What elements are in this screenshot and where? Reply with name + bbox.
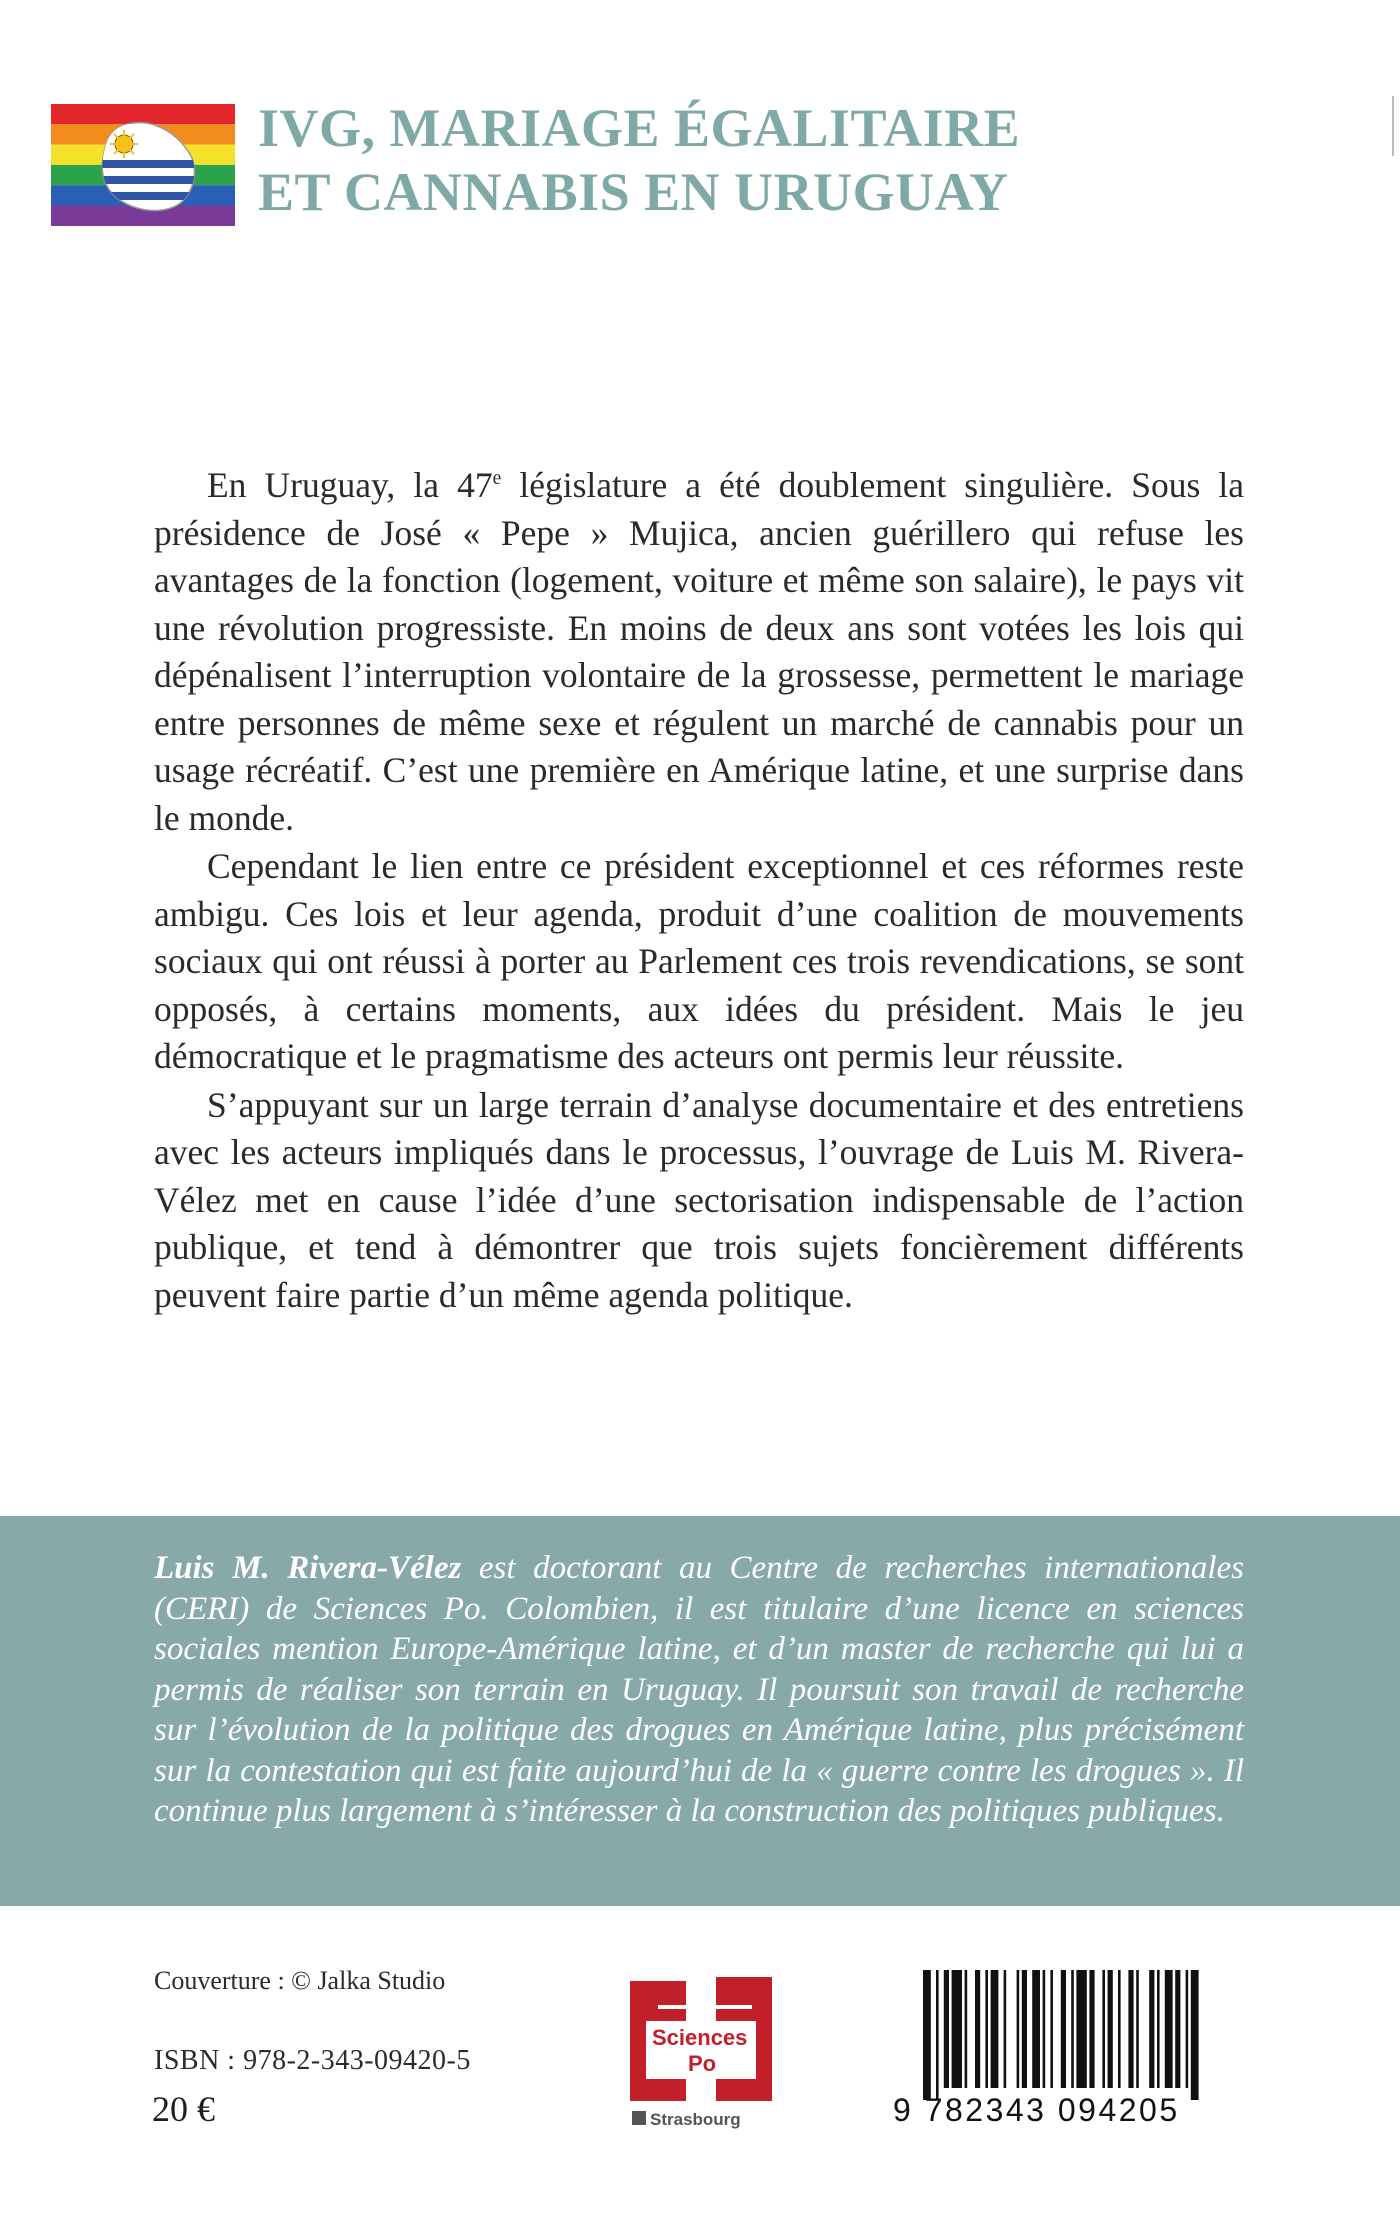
logo-line-2: Po (688, 2051, 717, 2076)
barcode-bar (1050, 1970, 1053, 2088)
barcode-bar (1108, 1970, 1113, 2088)
barcode-bar (1032, 1970, 1040, 2088)
edge-mark (1392, 96, 1394, 156)
rainbow-uruguay-flag-logo (51, 104, 235, 226)
title-line-2: ET CANNABIS EN URUGUAY (258, 162, 1009, 222)
barcode-bar (1165, 1970, 1173, 2088)
back-cover-blurb (154, 462, 1244, 1320)
barcode-bar (1076, 1970, 1086, 2088)
author-bio-text: est doctorant au Centre de recherches internationales (CERI) de Sciences Po. Colombien, il est titulaire d’une licence en sciences sociales mention Europe-Amérique latine, et d’un master de recherche qui lui a permis de réaliser son terrain en Uruguay. Il poursuit son travail de recherche sur l’évolution de la politique des drogues en Amérique latine, plus précisément sur la contestation qui est faite aujourd’hui de la « guerre contre les drogues ». Il continue plus largement à s’intéresser à la construction des politiques publiques. (154, 1550, 1244, 1829)
blurb-p1-start: En Uruguay, la 47 (207, 465, 493, 505)
sciences-po-strasbourg-logo (628, 1975, 774, 2130)
logo-city: Strasbourg (650, 2110, 741, 2129)
barcode-bar (1149, 1970, 1154, 2088)
barcode-digits: 9 782343 094205 (893, 2092, 1180, 2128)
barcode-bar (975, 1970, 980, 2088)
cover-credit: Couverture : © Jalka Studio (154, 1966, 446, 1995)
barcode-bar (991, 1970, 999, 2088)
blurb-paragraph-3: S’appuyant sur un large terrain d’analyse documentaire et des entretiens avec les acteurs impliqués dans le processus, l’ouvrage de Luis M. Rivera-Vélez met en cause l’idée d’une sectorisation indispensable de l’action publique, et tend à démontrer que trois sujets foncièrement différents peuvent faire partie d’un même agenda politique. (154, 1084, 1244, 1315)
author-bio (154, 1548, 1244, 1832)
barcode-bar (1004, 1970, 1007, 2088)
title-line-1: IVG, MARIAGE ÉGALITAIRE (258, 98, 1021, 158)
barcode-bar (1157, 1970, 1160, 2088)
barcode-bar (1022, 1970, 1027, 2088)
barcode-bar (944, 1970, 949, 2088)
blurb-p1-rest: législature a été doublement singulière. Sous la présidence de José « Pepe » Mujica, ancien guérillero qui refuse les avantages de la fonction (logement, voiture et même son salaire), le pays vit une révolution progressiste. En moins de deux ans sont votées les lois qui dépénalisent l’interruption volontaire de la grossesse, permettent le mariage entre personnes de même sexe et régulent un marché de cannabis pour un usage récréatif. C’est une première en Amérique latine, et une surprise dans le monde. (154, 465, 1244, 838)
barcode-bar (1136, 1970, 1139, 2088)
barcode-bar (1071, 1970, 1074, 2088)
author-name: Luis M. Rivera-Vélez (154, 1550, 462, 1586)
barcode-bar (1128, 1970, 1133, 2088)
price: 20 € (152, 2089, 215, 2129)
logo-line-1: Sciences (652, 2025, 748, 2050)
barcode-bar (1186, 1970, 1189, 2088)
barcode-bar (1118, 1970, 1121, 2088)
barcode-bar (1102, 1970, 1105, 2088)
blurb-paragraph-1 (154, 462, 1244, 842)
isbn: ISBN : 978-2-343-09420-5 (154, 2045, 471, 2076)
barcode-bar (923, 1970, 931, 2100)
barcode-bar (1191, 1970, 1199, 2100)
blurb-paragraph-2: Cependant le lien entre ce président exceptionnel et ces réformes reste ambigu. Ces lois et leur agenda, produit d’une coalition de mouvements sociaux qui ont réussi à porter au Parlement ces trois revendications, se sont opposés, à certains moments, aux idées du président. Mais le jeu démocratique et le pragmatisme des acteurs ont permis leur réussite. (154, 846, 1244, 1076)
barcode-bar (1017, 1970, 1020, 2088)
barcode-bar (1061, 1970, 1066, 2088)
barcode-bar (1089, 1970, 1094, 2088)
book-title (258, 96, 1358, 224)
barcode-bar (952, 1970, 962, 2088)
blurb-p1-superscript: e (492, 468, 502, 490)
barcode-bar (965, 1970, 968, 2088)
barcode-bar (1175, 1970, 1180, 2088)
barcode-bar (936, 1970, 939, 2100)
barcode-bar (985, 1970, 988, 2088)
barcode-bar (1043, 1970, 1046, 2088)
